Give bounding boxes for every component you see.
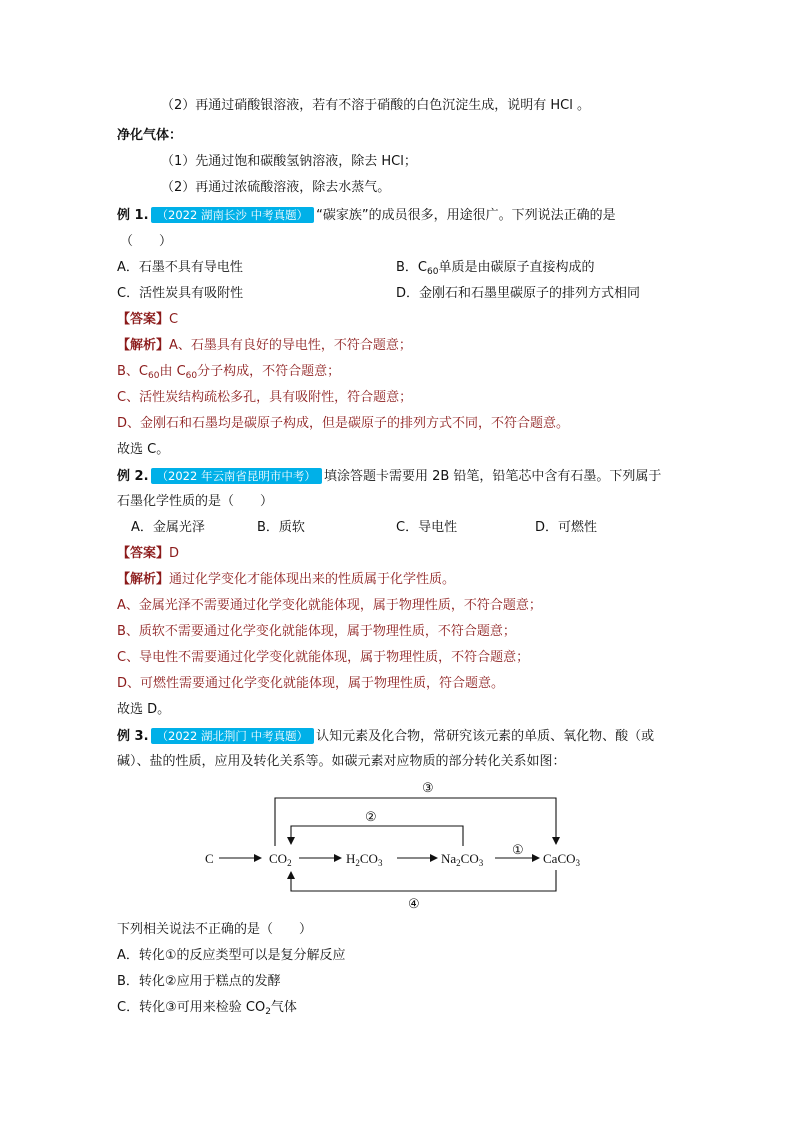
option-b	[396, 259, 594, 277]
analysis-line	[117, 571, 455, 589]
arrow	[291, 870, 556, 891]
subscript: 60	[185, 371, 198, 381]
analysis-text: 由 C	[159, 364, 186, 379]
answer-line	[117, 545, 179, 563]
option-text: 单质是由碳原子直接构成的	[438, 260, 595, 275]
answer-paren: （ ）	[120, 234, 173, 249]
analysis-text: 分子构成，不符合题意；	[197, 364, 341, 379]
label-3: ③	[422, 780, 434, 795]
conclusion: 故选 D。	[117, 702, 171, 717]
analysis-line	[117, 363, 340, 381]
example-1-stem	[117, 206, 616, 225]
example-3-stem	[117, 727, 654, 746]
subscript: 60	[427, 267, 439, 277]
answer-label: 【答案】	[117, 312, 170, 327]
stem-continued: 石墨化学性质的是（ ）	[117, 494, 274, 509]
label-4: ④	[408, 896, 420, 911]
label-1: ①	[512, 842, 524, 857]
option-text: 气体	[270, 1000, 297, 1015]
analysis-line: A、金属光泽不需要通过化学变化就能体现，属于物理性质，不符合题意；	[117, 598, 542, 613]
stem-text: 填涂答题卡需要用 2B 铅笔，铅笔芯中含有石墨。下列属于	[323, 469, 662, 484]
stem-text: “碳家族”的成员很多，用途很广。下列说法正确的是	[316, 208, 616, 223]
example-2-stem	[117, 467, 661, 486]
stem-continued: 碱）、盐的性质，应用及转化关系等。如碳元素对应物质的部分转化关系如图：	[117, 754, 566, 769]
text-line: （2）再通过浓硫酸溶液，除去水蒸气。	[161, 180, 391, 195]
source-tag: （2022 湖南长沙 中考真题）	[151, 207, 315, 223]
arrow	[275, 798, 556, 846]
arrow	[291, 826, 463, 846]
analysis-line: D、可燃性需要通过化学变化就能体现，属于物理性质，符合题意。	[117, 676, 505, 691]
option-a: A．转化①的反应类型可以是复分解反应	[117, 948, 346, 963]
example-label: 例 1.	[117, 208, 149, 223]
source-tag: （2022 湖北荆门 中考真题）	[151, 728, 315, 744]
chemical-caco3: CaCO$_3$	[543, 851, 580, 868]
analysis-line: C、导电性不需要通过化学变化就能体现，属于物理性质，不符合题意；	[117, 650, 530, 665]
answer-value: C	[169, 312, 179, 327]
option-d: D．金刚石和石墨里碳原子的排列方式相同	[396, 286, 641, 301]
option-c	[117, 999, 297, 1017]
answer-line	[117, 311, 178, 329]
text-line: （2）再通过硝酸银溶液，若有不溶于硝酸的白色沉淀生成，说明有 HCl 。	[161, 98, 591, 113]
chemical-co2: $CO_2$	[269, 851, 292, 868]
option-c: C．导电性	[396, 520, 458, 535]
option-d: D．可燃性	[535, 520, 598, 535]
analysis-line: B、质软不需要通过化学变化就能体现，属于物理性质，不符合题意；	[117, 624, 516, 639]
option-b: B．转化②应用于糕点的发酵	[117, 974, 281, 989]
conclusion: 故选 C。	[117, 442, 170, 457]
option-text: B．C	[396, 260, 427, 275]
analysis-line: D、金刚石和石墨均是碳原子构成，但是碳原子的排列方式不同，不符合题意。	[117, 416, 570, 431]
stem-text: 认知元素及化合物，常研究该元素的单质、氧化物、酸（或	[316, 729, 655, 744]
option-text: C．转化③可用来检验 CO	[117, 1000, 266, 1015]
chemical-na2co3: $Na_2CO_3$	[441, 851, 484, 868]
analysis-text: 通过化学变化才能体现出来的性质属于化学性质。	[169, 572, 456, 587]
source-tag: （2022 年云南省昆明市中考）	[151, 468, 322, 484]
analysis-line: C、活性炭结构疏松多孔，具有吸附性，符合题意；	[117, 390, 413, 405]
chemical-h2co3: $H_2CO_3$	[346, 851, 383, 868]
question-line: 下列相关说法不正确的是（ ）	[117, 922, 313, 937]
option-a: A．石墨不具有导电性	[117, 260, 243, 275]
analysis-text: B、C	[117, 364, 148, 379]
answer-label: 【答案】	[117, 546, 170, 561]
analysis-label: 【解析】	[117, 572, 170, 587]
example-label: 例 3.	[117, 729, 149, 744]
section-title: 净化气体：	[117, 128, 183, 143]
answer-value: D	[169, 546, 180, 561]
option-a: A．金属光泽	[131, 520, 205, 535]
analysis-label: 【解析】	[117, 338, 170, 353]
subscript: 2	[265, 1007, 271, 1017]
analysis-text: A、石墨具有良好的导电性，不符合题意；	[169, 338, 412, 353]
label-2: ②	[365, 809, 377, 824]
option-b: B．质软	[257, 520, 305, 535]
subscript: 60	[148, 371, 160, 381]
option-c: C．活性炭具有吸附性	[117, 286, 244, 301]
chemical-c: C	[205, 851, 214, 866]
example-label: 例 2.	[117, 469, 149, 484]
text-line: （1）先通过饱和碳酸氢钠溶液，除去 HCl；	[161, 154, 417, 169]
analysis-line	[117, 337, 412, 355]
carbon-conversion-diagram	[195, 776, 605, 912]
